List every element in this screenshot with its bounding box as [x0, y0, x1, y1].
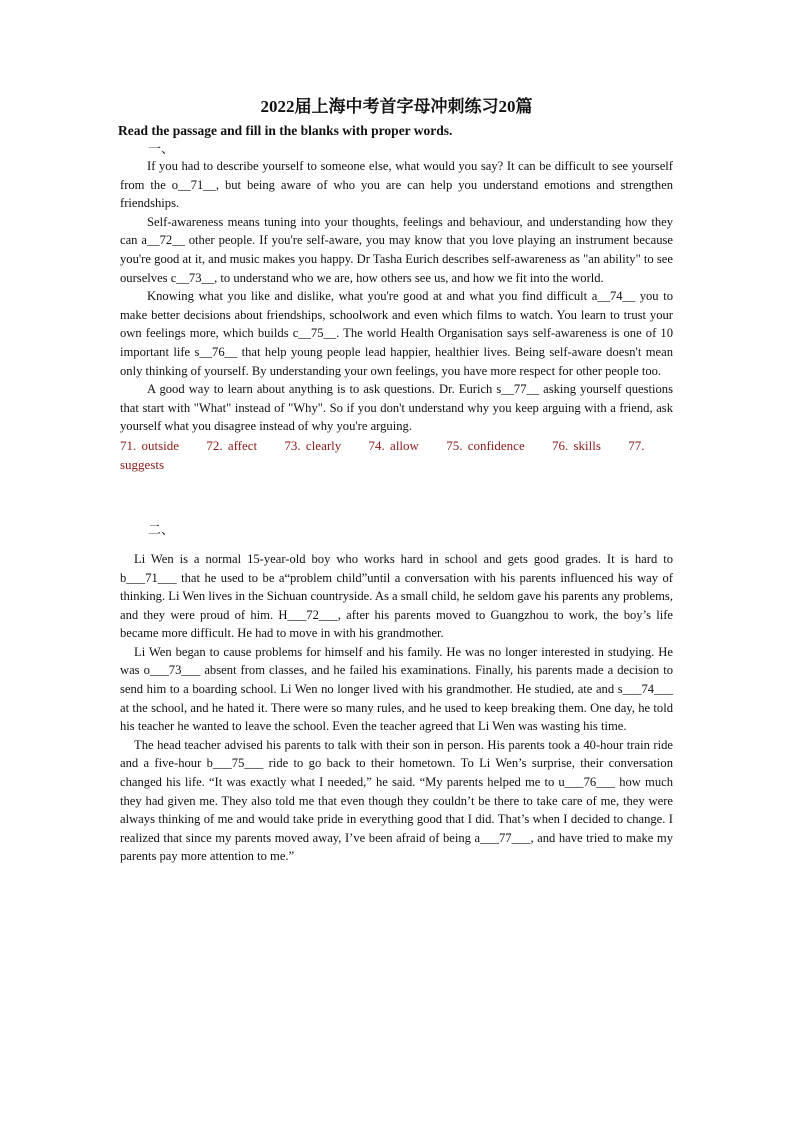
instruction-text: Read the passage and fill in the blanks with proper words. — [118, 123, 453, 138]
passage1-paragraph: A good way to learn about anything is to ask questions. Dr. Eurich s__77__ asking yourself questions that start with "What" instead of "Why". So if you don't understand why you keep arguing with a friend, ask yourself what you disagree instead of why you're arguing. — [120, 382, 673, 434]
passage1-paragraph: Self-awareness means tuning into your thoughts, feelings and behaviour, and understanding how they can a__72__ other people. If you're self-aware, you may know that you love playing an instrument because you're good at it, and music makes you happy. Dr Tasha Eurich describes self-awareness as "an ability" to see ourselves c__73__, to understand who we are, how others see us, and how we fit into the world. — [120, 214, 673, 285]
passage1-paragraph: If you had to describe yourself to someone else, what would you say? It can be difficult to see yourself from the o__71__, but being aware of who you are can help you understand emotions and strengthen friendships. — [120, 159, 673, 211]
document-title: 2022届上海中考首字母冲刺练习20篇 — [260, 97, 533, 116]
passage2-paragraph: The head teacher advised his parents to talk with their son in person. His parents took a 40-hour train ride and a five-hour b___75___ ride to go back to their hometown. To Li Wen’s surprise, their conversation changed his life. “It was exactly what I needed,” he said. “My parents helped me to u___76___ how much they had given me. They also told me that even though they couldn’t be there to take care of me, they were always thinking of me and would take pride in everything good that I did. That’s when I decided to change. I realized that since my parents moved away, I’ve been afraid of being a___77___, and have tried to make my parents pay more attention to me.” — [120, 737, 673, 864]
answer-item: 77. suggests — [120, 437, 645, 473]
answer-item: 74. allow — [368, 437, 419, 453]
answer-item: 75. confidence — [446, 437, 525, 453]
answer-key — [120, 436, 673, 475]
answer-item: 73. clearly — [284, 437, 342, 453]
answer-item: 76. skills — [551, 437, 601, 453]
section-label-2: 二、 — [148, 521, 175, 537]
section-spacer — [120, 475, 673, 521]
answer-item: 72. affect — [206, 437, 258, 453]
passage1-paragraph: Knowing what you like and dislike, what you're good at and what you find difficult a__74__ you to make better decisions about friendships, schoolwork and even which films to watch. You learn to trust your own feelings more, which builds c__75__. The world Health Organisation says self-awareness is one of 10 important life s__76__ that help young people lead happier, healthier lives. Being self-aware doesn't mean only thinking of yourself. By understanding your own feelings, you have more respect for other people too. — [120, 289, 673, 378]
document-page — [120, 96, 673, 866]
passage2-paragraph: Li Wen is a normal 15-year-old boy who works hard in school and gets good grades. It is hard to b___71___ that he used to be a“problem child”until a conversation with his parents influenced his way of thinking. Li Wen lives in the Sichuan countryside. As a small child, he seldom gave his parents any problems, and they were proud of him. H___72___, after his parents moved to Guangzhou to work, the boy’s life became more difficult. He had to move in with his grandmother. — [120, 551, 673, 641]
passage2-paragraph: Li Wen began to cause problems for himself and his family. He was no longer interested in studying. He was o___73___ absent from classes, and he failed his examinations. Finally, his parents made a decision to send him to a boarding school. Li Wen no longer lived with his grandmother. He studied, ate and s___74___ at the school, and he hated it. There were so many rules, and he used to keep breaking them. One day, he told his teacher he wanted to leave the school. Even the teacher agreed that Li Wen was wasting his time. — [120, 644, 673, 734]
answer-item: 71. outside — [120, 437, 180, 453]
section-label-1: 一、 — [148, 141, 175, 156]
